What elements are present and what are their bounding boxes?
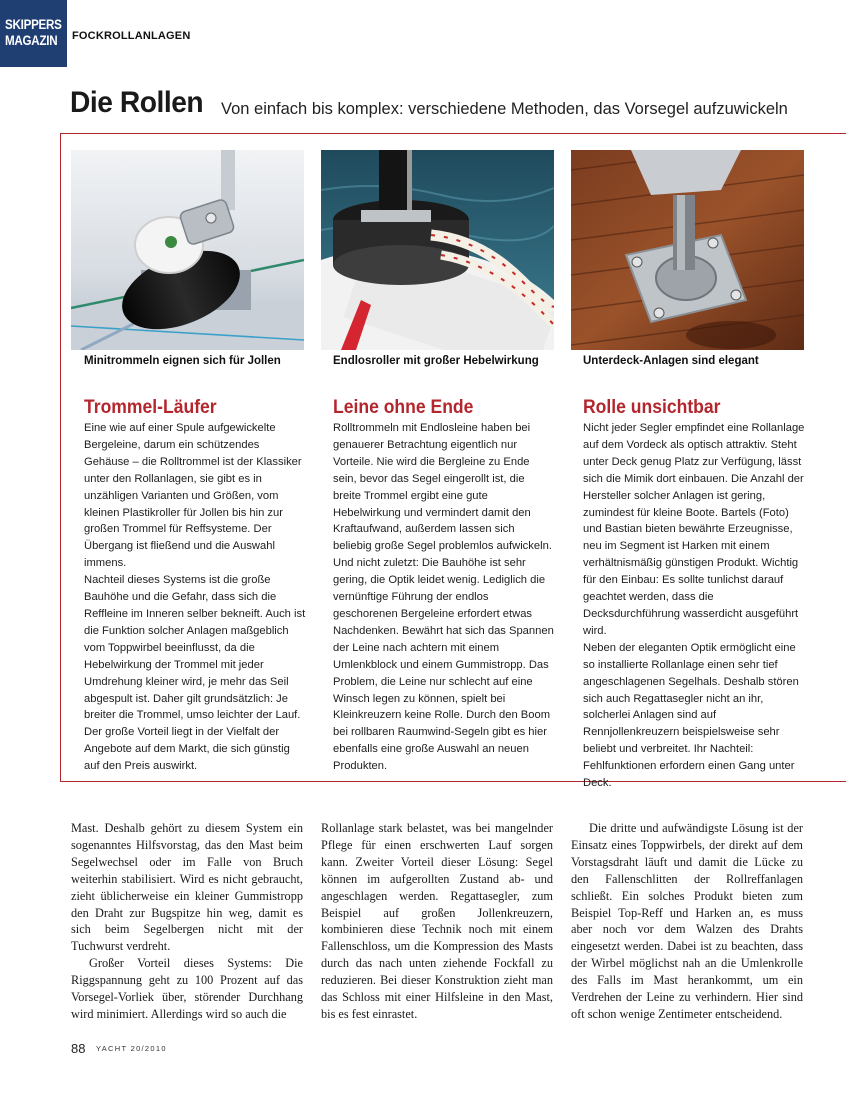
paragraph: Nicht jeder Segler empfindet eine Rollanlage auf dem Vordeck als optisch attraktiv. Steht unter Deck genug Platz zur Verfügung, lässt sich die Mimik dort einbauen. Die Anzahl der Hersteller solcher Anlagen ist gering, zumindest für kleine Boote. Bartels (Foto) und Bastian bieten bewährte Erzeugnisse, neu im Segment ist Harken mit einem verhältnismäßig günstigen Produkt. Wichtig für den Einbau: Es sollte tunlichst darauf geachtet werden, dass die Decksdurchführung wasserdicht ausgeführt wird.	[583, 422, 805, 637]
body-text-column	[321, 820, 553, 1023]
column-text	[583, 420, 805, 792]
paragraph: Neben der eleganten Optik ermöglicht eine so installierte Rollanlage einen sehr tief angeschlagenen Segelhals. Deshalb stören sich auch Regattasegler nicht an ihr, solcherlei Anlagen sind auf Rennjollenkreuzern beispielsweise sehr beliebt und verbreitet. Ihr Nachteil: Fehlfunktionen erfordern einen Gang unter Deck.	[583, 641, 799, 790]
page-subtitle: Von einfach bis komplex: verschiedene Methoden, das Vorsegel aufzuwickeln	[221, 100, 788, 118]
column-text	[84, 420, 306, 775]
photo-caption: Unterdeck-Anlagen sind elegant	[583, 355, 759, 367]
body-text-column	[571, 820, 803, 1023]
column-heading: Trommel-Läufer	[84, 396, 217, 418]
photo-mini-drum	[71, 150, 304, 350]
page-title: Die Rollen	[70, 86, 204, 119]
paragraph: Die dritte und aufwändigste Lösung ist der Einsatz eines Toppwirbels, der direkt auf dem Vorstagsdraht läuft und damit die Lücke zu den Fallenschlitten der Rollreffanlagen schließt. Ein solches Produkt bieten zum Beispiel Top-Reff und Harken an, es muss aber noch vor dem Walzen des Drahts eingesetzt werden. Dabei ist zu beachten, dass der Wirbel möglichst nah an die Umlenkrolle des Falls im Mast herankommt, um ein Verdrehen der Leine zu verhindern. Hier sind oft schon wenige Zentimeter entscheidend.	[571, 821, 803, 1021]
paragraph: Eine wie auf einer Spule aufgewickelte Bergeleine, darum ein schützendes Gehäuse – die Rolltrommel ist der Klassiker unter den Rollanlagen, sie gibt es in unzähligen Varianten und Größen, vom kleinen Plastikroller für Jollen bis hin zur großen Trommel für Reffsysteme. Der Übergang ist fließend und die Auswahl immens.	[84, 422, 302, 570]
photo-caption: Endlosroller mit großer Hebelwirkung	[333, 355, 539, 367]
section-label: FOCKROLLANLAGEN	[72, 30, 191, 42]
paragraph: Großer Vorteil dieses Systems: Die Riggspannung geht zu 100 Prozent auf das Vorsegel-Vorliek über, störender Durchhang wird minimiert. Allerdings wird so auch die	[71, 956, 303, 1021]
photo-endless-roller	[321, 150, 554, 350]
logo-line-1: SKIPPERS	[5, 17, 62, 32]
magazine-issue: YACHT 20/2010	[96, 1044, 167, 1053]
magazine-logo	[0, 0, 67, 67]
paragraph: Rollanlage stark belastet, was bei mangelnder Pflege für einen erschwerten Lauf sorgen kann. Zweiter Vorteil dieser Lösung: Segel können im aufgerollten Zustand ab- und angeschlagen werden. Regattasegler, zum Beispiel auf großen Jollenkreuzern, kombinieren diese Technik noch mit einem Fallenschloss, um die Kompression des Masts durch das nach unten ziehende Fockfall zu reduzieren. Bei dieser Konstruktion zieht man das Schloss mit einer Hilfsleine in den Mast, bis es fest einrastet.	[321, 821, 553, 1021]
column-heading: Leine ohne Ende	[333, 396, 474, 418]
photo-caption: Minitrommeln eignen sich für Jollen	[84, 355, 281, 367]
paragraph: Mast. Deshalb gehört zu diesem System ein sogenanntes Hilfsvorstag, das den Mast beim Segelwechsel oder im Falle von Bruch weiterhin stabilisiert. Wird es nicht gebraucht, zieht üblicherweise ein kleiner Gummistropp den Draht zur Bugspitze hin weg, damit es sich beim Segelbergen nicht mit der Tuchwurst verdreht.	[71, 821, 303, 954]
photo-below-deck	[571, 150, 804, 350]
paragraph: Rolltrommeln mit Endlosleine haben bei genauerer Betrachtung eigentlich nur Vorteile. Nie wird die Bergleine zu Ende sein, bevor das Segel eingerollt ist, die breite Trommel ergibt eine gute Hebelwirkung und vermindert damit den Kraftaufwand, außerdem lassen sich beliebig große Segel problemlos aufwickeln. Und nicht zuletzt: Die Bauhöhe ist sehr gering, die Optik leidet wenig. Lediglich die vernünftige Führung der endlos geschorenen Bergeleine erfordert etwas Nachdenken. Bewährt hat sich das Spannen der Leine nach achtern mit einem Umlenkblock und einem Gummistropp. Das Problem, die Leine nur schlecht auf eine Winsch legen zu können, spielt bei Kleinkreuzern keine Rolle. Durch den Boom bei rollbaren Raumwind-Segeln gibt es hier ebenfalls eine große Auswahl an neuen Produkten.	[333, 422, 554, 773]
paragraph: Nachteil dieses Systems ist die große Bauhöhe und die Gefahr, dass sich die Reffleine im Inneren selber bekneift. Auch ist die Funktion solcher Anlagen maßgeblich vom Toppwirbel beeinflusst, da die Hebelwirkung der Trommel mit jeder Umdrehung kleiner wird, je mehr das Seil abgespult ist. Daher gilt grundsätzlich: Je breiter die Trommel, umso leichter der Lauf. Der große Vorteil liegt in der Vielfalt der Angebote auf dem Markt, die sich günstig auf den Preis auswirkt.	[84, 574, 306, 773]
column-heading: Rolle unsichtbar	[583, 396, 721, 418]
logo-line-2: MAGAZIN	[5, 33, 58, 48]
page-number: 88	[71, 1041, 86, 1056]
body-text-column	[71, 820, 303, 1023]
column-text	[333, 420, 555, 775]
